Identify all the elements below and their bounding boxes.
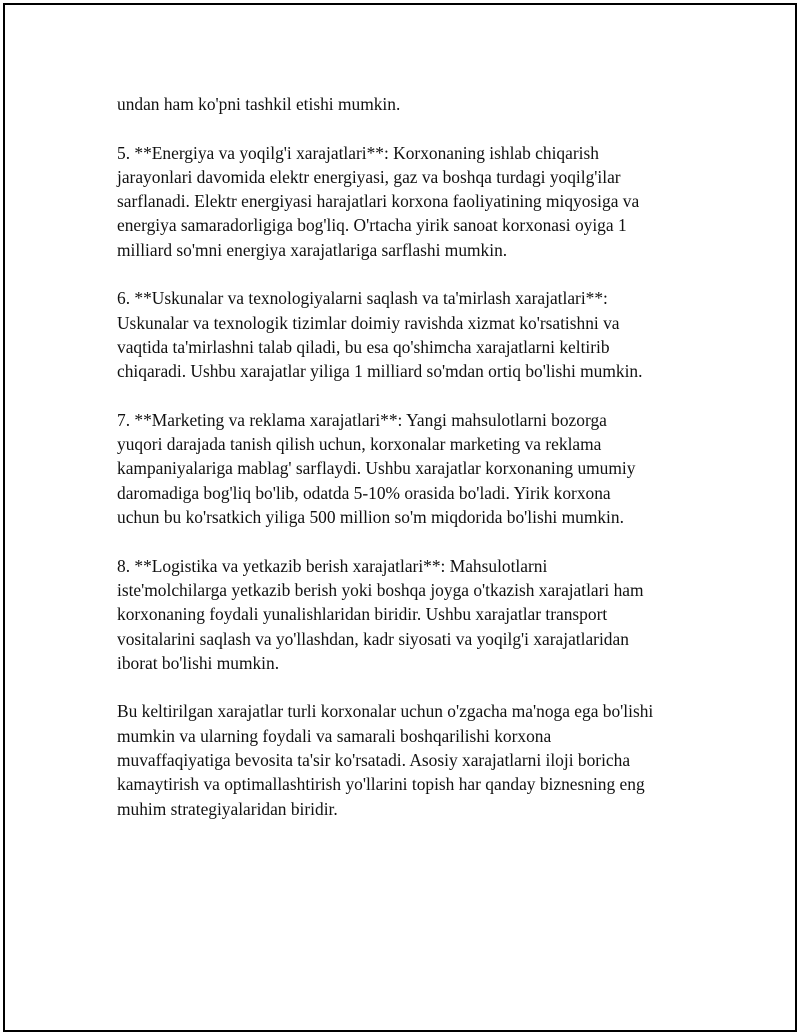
text-line: muvaffaqiyatiga bevosita ta'sir ko'rsatadi. Asosiy xarajatlarni iloji boricha (117, 750, 631, 771)
text-line: Bu keltirilgan xarajatlar turli korxonalar uchun o'zgacha ma'noga ega bo'lishi (117, 701, 654, 722)
text-line: 7. **Marketing va reklama xarajatlari**: Yangi mahsulotlarni bozorga (117, 409, 607, 430)
text-line: jarayonlari davomida elektr energiyasi, gaz va boshqa turdagi yoqilg'ilar (117, 166, 621, 187)
text-line: 5. **Energiya va yoqilg'i xarajatlari**: Korxonaning ishlab chiqarish (117, 142, 599, 163)
text-line: kampaniyalariga mablag' sarflaydi. Ushbu xarajatlar korxonaning umumiy (117, 458, 636, 479)
text-line: daromadiga bog'liq bo'lib, odatda 5-10% orasida bo'ladi. Yirik korxona (117, 482, 611, 503)
text-line: vaqtida ta'mirlashni talab qiladi, bu esa qo'shimcha xarajatlarni keltirib (117, 336, 610, 357)
text-line: yuqori darajada tanish qilish uchun, korxonalar marketing va reklama (117, 434, 602, 455)
paragraph-marketing-costs (117, 408, 697, 529)
text-line: vositalarini saqlash va yo'llashdan, kadr siyosati va yoqilg'i xarajatlaridan (117, 628, 629, 649)
text-line: Uskunalar va texnologik tizimlar doimiy ravishda xizmat ko'rsatishni va (117, 312, 620, 333)
paragraph-conclusion (117, 699, 697, 820)
text-line: uchun bu ko'rsatkich yiliga 500 million so'm miqdorida bo'lishi mumkin. (117, 507, 624, 528)
text-line: iborat bo'lishi mumkin. (117, 652, 280, 673)
paragraph-energy-costs (117, 141, 697, 262)
text-line: muhim strategiyalaridan biridir. (117, 798, 338, 819)
paragraph-continuation (117, 92, 697, 116)
paragraph-equipment-costs (117, 286, 697, 383)
text-line: 8. **Logistika va yetkazib berish xarajatlari**: Mahsulotlarni (117, 555, 548, 576)
text-line: milliard so'mni energiya xarajatlariga sarflashi mumkin. (117, 239, 508, 260)
text-line: energiya samaradorligiga bog'liq. O'rtacha yirik sanoat korxonasi oyiga 1 (117, 215, 627, 236)
text-line: iste'molchilarga yetkazib berish yoki boshqa joyga o'tkazish xarajatlari ham (117, 579, 644, 600)
document-body (117, 92, 697, 821)
text-line: mumkin va ularning foydali va samarali boshqarilishi korxona (117, 725, 552, 746)
text-line: sarflanadi. Elektr energiyasi harajatlari korxona faoliyatining miqyosiga va (117, 191, 640, 212)
text-line: korxonaning foydali yunalishlaridan biridir. Ushbu xarajatlar transport (117, 604, 608, 625)
paragraph-logistics-costs (117, 554, 697, 675)
text-line: kamaytirish va optimallashtirish yo'llarini topish har qanday biznesning eng (117, 774, 645, 795)
text-line: 6. **Uskunalar va texnologiyalarni saqlash va ta'mirlash xarajatlari**: (117, 288, 608, 309)
text-line: undan ham ko'pni tashkil etishi mumkin. (117, 94, 401, 114)
text-line: chiqaradi. Ushbu xarajatlar yiliga 1 milliard so'mdan ortiq bo'lishi mumkin. (117, 361, 643, 382)
